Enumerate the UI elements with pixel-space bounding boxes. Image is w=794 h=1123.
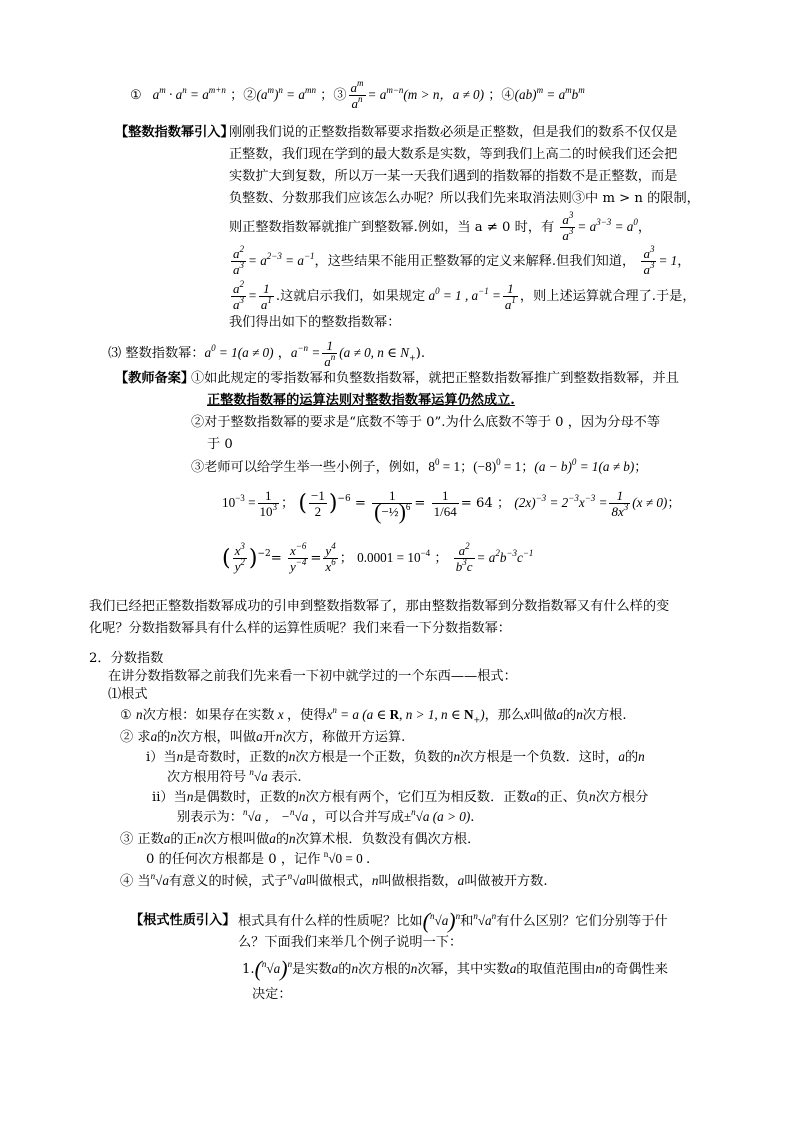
item-2-ii: ⅱ）当n是偶数时，正数的n次方根有两个，它们互为相反数．正数a的正、负n次方根分: [152, 789, 649, 805]
item-4: ④ 当$^n$√a有意义的时候，式子$^n$√a叫做根式，n叫做根指数，a叫做被开方数.: [120, 871, 548, 889]
item-2-i-cont: 次方根用符号 $^n$√a 表示.: [167, 767, 302, 785]
rule-2-label: ；②: [230, 88, 257, 103]
teacher-p1a: ①如此规定的零指数幂和负整数指数幂，就把正整数指数幂推广到整数指数幂，并且: [191, 371, 679, 386]
section-2-sub1: ⑴根式: [108, 687, 148, 702]
intro1-line-4: 负整数、分数那我们应该怎么办呢？所以我们先来取消法则③中 m > n 的限制，: [229, 191, 700, 206]
intro-radical-tag: 【根式性质引入】: [130, 913, 236, 928]
item-2-ii-cont: 别表示为：$^n$√a ， −$^n$√a ，可以合并写成±$^n$√a (a > 0).: [177, 807, 475, 825]
item-3-cont: 0 的任何次方根都是 0 ，记作 $^n$√0 = 0 .: [146, 849, 371, 867]
integer-power-definition: ⑶ 整数指数幂：$a^0 = 1(a \ne 0)$ ，$a^{-n}$ = $\frac{1}{a^n}$ (a ≠ 0, n ∈ $N_+$).: [108, 338, 426, 369]
section-2-intro: 在讲分数指数幂之前我们先来看一下初中就学过的一个东西——根式：: [108, 669, 517, 684]
intro1-line-3: 实数扩大到复数，所以万一某一天我们遇到的指数幂的指数不是正整数，而是: [229, 169, 678, 184]
transition-line-2: 化呢？分数指数幂具有什么样的运算性质呢？我们来看一下分数指数幂：: [89, 621, 511, 636]
section-2-title: 2．分数指数: [89, 651, 164, 666]
intro2-line-2: 么？下面我们来举几个例子说明一下：: [238, 935, 463, 950]
intro1-line-2: 正整数，我们现在学到的最大数系是实数，等到我们上高二的时候我们还会把: [229, 147, 678, 162]
teacher-p2a: ②对于整数指数幂的要求是“底数不等于 0”.为什么底数不等于 0 ，因为分母不等: [191, 415, 661, 430]
transition-line-1: 我们已经把正整数指数幂成功的引申到整数指数幂了，那由整数指数幂到分数指数幂又有什么样的变: [89, 599, 670, 614]
intro1-line-5: 则正整数指数幂就推广到整数幂.例如，当 a ≠ 0 时，有 $\frac{a^3}{a^3}$ = $a^{3-3} = a^0$，: [229, 210, 652, 243]
rule-4-label: ；④: [488, 88, 515, 103]
item-1: ① n次方根：如果存在实数 x ，使得$x^n = a$ (a ∈ R, n > 1, n ∈ $N_+$)，那么x叫做a的n次方根.: [120, 705, 627, 725]
intro-integer-power-tag: 【整数指数幂引入】: [115, 125, 234, 140]
rule-3-condition: (m > n，a ≠ 0): [403, 87, 485, 102]
rule-3-label: ；③: [320, 88, 347, 103]
teacher-p3: ③老师可以给学生举一些小例子，例如，$8^0 = 1$；$(-8)^0 = 1$；$(a - b)^0 = 1(a \ne b)$；: [191, 457, 648, 475]
rule-1-label: ①: [130, 88, 142, 103]
teacher-p1b: 正整数指数幂的运算法则对整数指数幂运算仍然成立.: [207, 393, 515, 408]
example-line-1: $10^{-3}$ = $\frac{1}{10^3}$ ； ( $\frac{-1}{2}$ )$^{-6}$ = $\frac{1}{(-\frac{1}{2})^6}$ = $\frac{1}{1/64}$ = 64 ； $(2x)^{-3} = 2^{-3}x^{-3}$ = $\frac{1}{8x^3}$ (x ≠ 0)；: [222, 488, 681, 524]
item-3: ③ 正数a的正n次方根叫做a的n次算术根．负数没有偶次方根．: [120, 831, 481, 847]
intro1-line-8: 我们得出如下的整数指数幂：: [229, 315, 401, 330]
example-line-2: ( $\frac{x^3}{y^2}$ )$^{-2}$= $\frac{x^{-6}}{y^{-4}}$ = $\frac{y^4}{x^6}$ ； $0.0001 = 10^{-4}$ ； $\frac{a^2}{b^3c}$ = $a^2b^{-3}c^{-1}$: [222, 541, 534, 574]
item-2-i: ⅰ）当n是奇数时，正数的n次方根是一个正数，负数的n次方根是一个负数．这时，a的n: [146, 749, 645, 765]
intro2-line-3: $1.(^n√a)^n$是实数a的n次方根的n次幂，其中实数a的取值范围由n的奇偶性来: [242, 956, 668, 981]
item-2: ② 求a的n次方根，叫做a开n次方，称做开方运算.: [120, 729, 406, 745]
intro1-line-7: $\frac{a^2}{a^3}$ = $\frac{1}{a^1}$ .这就启示我们，如果规定 $a^0 = 1$ , $a^{-1}$ = $\frac{1}{a^1}$ ，则上述运算就合理了.于是，: [233, 279, 696, 312]
intro2-line-4: 决定：: [252, 987, 292, 1002]
power-rules-line: ① $a^m \cdot a^n = a^{m+n}$ ；$②(a^m)^n = a^{mn}$ ；③ $\frac{a^m}{a^n}$ = $a^{m-n}(m > n$，a ≠ 0) ；④(ab)$^m$ = $a^mb^m$: [130, 78, 585, 111]
teacher-p2b: 于 0: [207, 437, 233, 452]
teacher-note-tag: 【教师备案】: [115, 371, 195, 386]
intro2-line-1: 根式具有什么样的性质呢？比如$(^n√a)^n$和$^n√a^n$有什么区别？它们分别等于什: [238, 908, 668, 933]
intro1-line-6: $\frac{a^2}{a^3}$ = $a^{2-3} = a^{-1}$，这些结果不能用正整数幂的定义来解释.但我们知道， $\frac{a^3}{a^3}$ = 1，: [233, 244, 691, 277]
intro1-line-1: 刚刚我们说的正整数指数幂要求指数必须是正整数，但是我们的数系不仅仅是: [229, 125, 678, 140]
